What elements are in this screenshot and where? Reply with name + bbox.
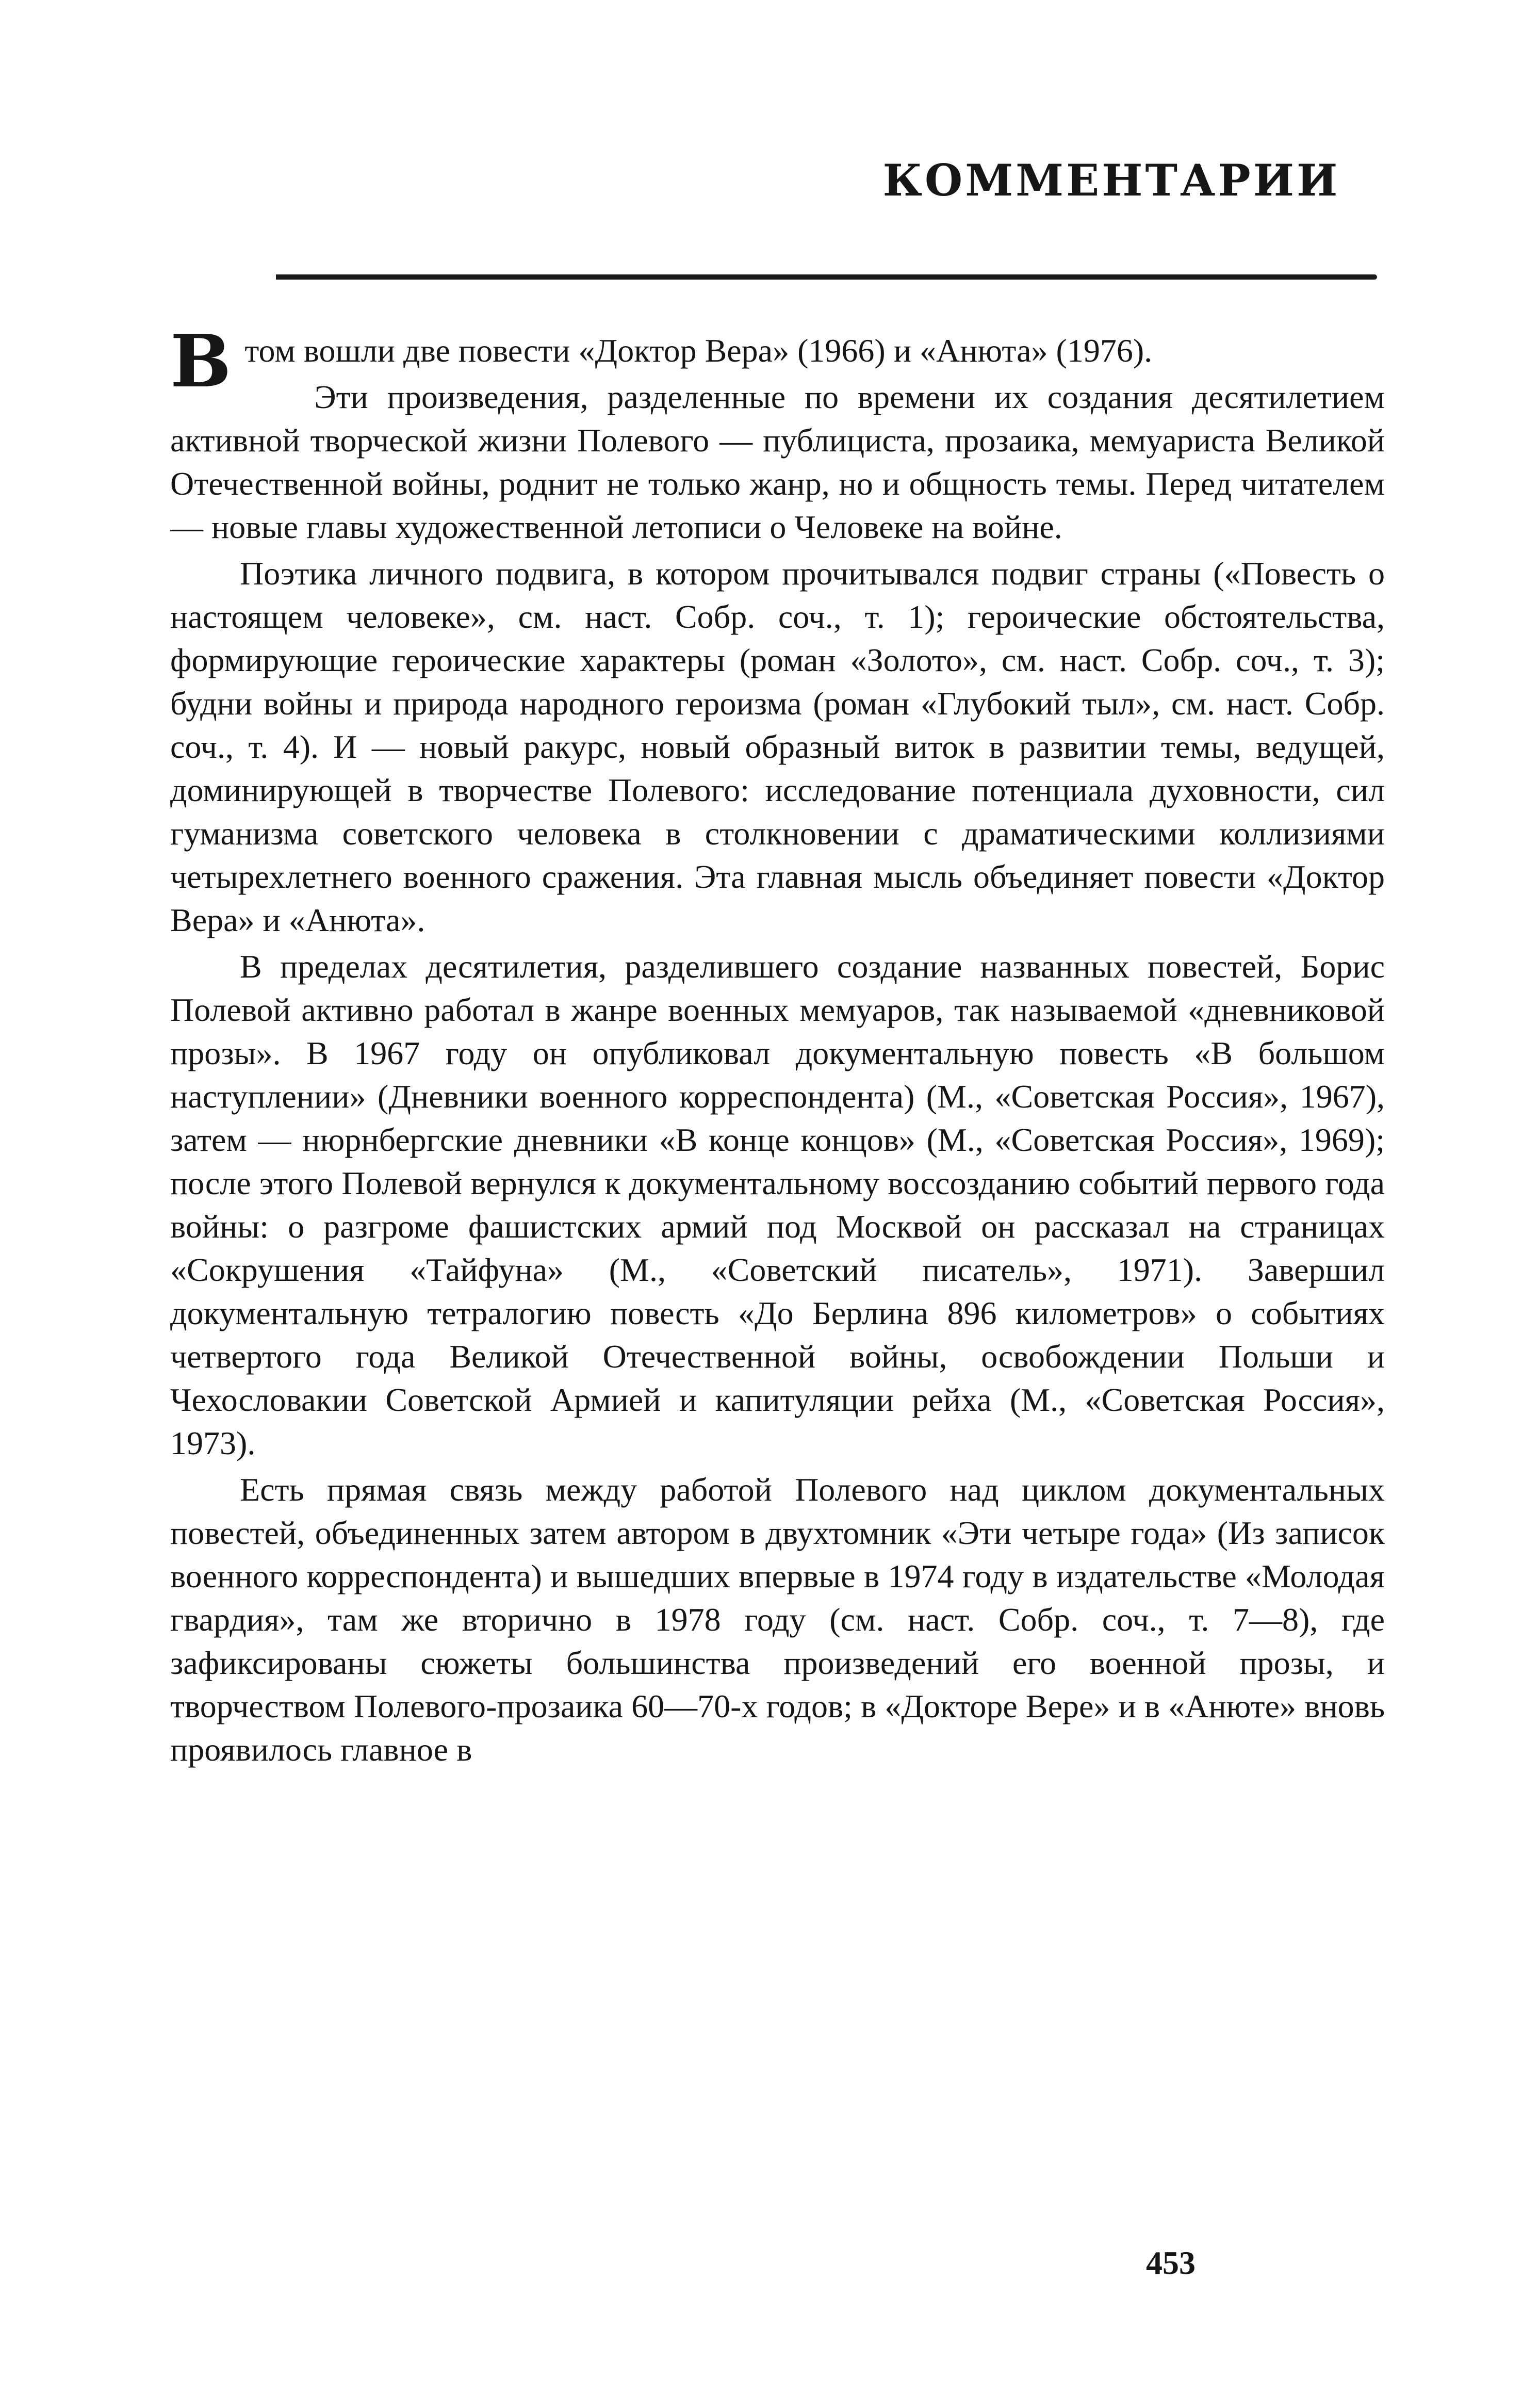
page-title: КОММЕНТАРИИ (882, 155, 1340, 206)
body-text (170, 319, 1385, 1775)
paragraph-1 (170, 319, 1385, 404)
paragraph-5: Есть прямая связь между работой Полевого над циклом документальных повестей, объединенных затем автором в двухтомник «Эти четыре года» (Из записок военного корреспондента) и вышедших впервые в 1974 году в издательстве «Молодая гвардия», там же вторично в 1978 году (см. наст. Собр. соч., т. 7—8), где зафиксированы сюжеты большинства произведений его военной прозы, и творчеством Полевого-прозаика 60—70-х годов; в «Докторе Вере» и в «Анюте» вновь проявилось главное в (170, 1471, 1385, 1768)
page-number: 453 (1146, 2244, 1196, 2281)
paragraph-1-text: том вошли две повести «Доктор Вера» (1966) и «Анюта» (1976). (244, 332, 1153, 369)
paragraph-3: Поэтика личного подвига, в котором прочитывался подвиг страны («Повесть о настоящем человеке», см. наст. Собр. соч., т. 1); героические обстоятельства, формирующие героические характеры (роман «Золото», см. наст. Собр. соч., т. 3); будни войны и природа народного героизма (роман «Глубокий тыл», см. наст. Собр. соч., т. 4). И — новый ракурс, новый образный виток в развитии темы, ведущей, доминирующей в творчестве Полевого: исследование потенциала духовности, сил гуманизма советского человека в столкновении с драматическими коллизиями четырехлетнего военного сражения. Эта главная мысль объединяет повести «Доктор Вера» и «Анюта». (170, 555, 1385, 938)
paragraph-4: В пределах десятилетия, разделившего создание названных повестей, Борис Полевой активно работал в жанре военных мемуаров, так называемой «дневниковой прозы». В 1967 году он опубликовал документальную повесть «В большом наступлении» (Дневники военного корреспондента) (М., «Советская Россия», 1967), затем — нюрнбергские дневники «В конце концов» (М., «Советская Россия», 1969); после этого Полевой вернулся к документальному воссозданию событий первого года войны: о разгроме фашистских армий под Москвой он рассказал на страницах «Сокрушения «Тайфуна» (М., «Советский писатель», 1971). Завершил документальную тетралогию повесть «До Берлина 896 километров» о событиях четвертого года Великой Отечественной войны, освобождении Польши и Чехословакии Советской Армией и капитуляции рейха (М., «Советская Россия», 1973). (170, 948, 1385, 1461)
paragraph-2: Эти произведения, разделенные по времени их создания десятилетием активной творческой жизни Полевого — публициста, прозаика, мемуариста Великой Отечественной войны, роднит не только жанр, но и общность темы. Перед читателем — новые главы художественной летописи о Человеке на войне. (170, 379, 1385, 545)
title-divider (276, 274, 1377, 280)
drop-cap: В (170, 319, 232, 404)
